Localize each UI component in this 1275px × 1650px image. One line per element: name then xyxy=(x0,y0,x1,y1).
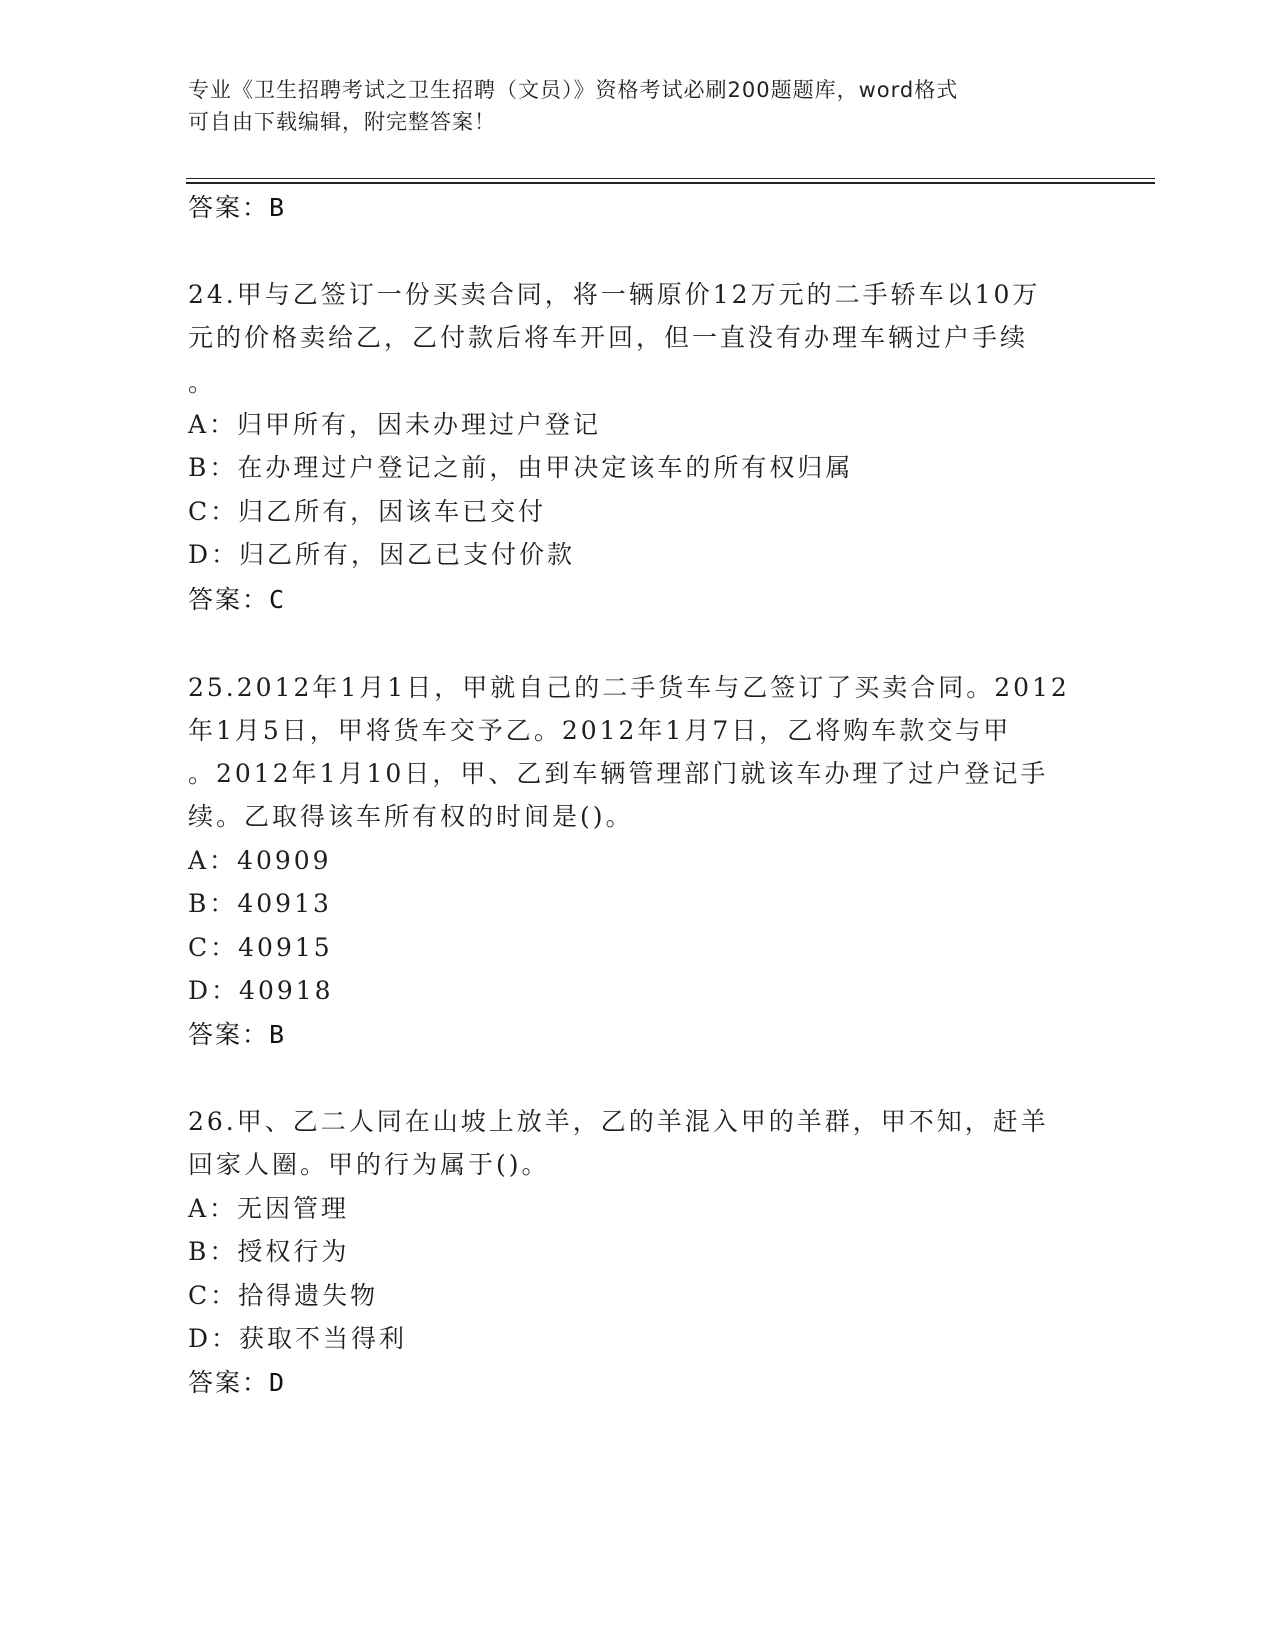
header-divider-thin xyxy=(186,178,1155,179)
document-header xyxy=(188,74,1068,138)
question-25-stem-line-4: 续。乙取得该车所有权的时间是()。 xyxy=(188,802,634,831)
answer-q24: 答案：C xyxy=(188,585,287,614)
header-line-1: 专业《卫生招聘考试之卫生招聘（文员）》资格考试必刷200题题库，word格式 xyxy=(188,78,959,102)
question-25-option-c: C：40915 xyxy=(188,933,333,962)
answer-q26: 答案：D xyxy=(188,1368,287,1397)
question-26-option-d: D：获取不当得利 xyxy=(188,1324,408,1353)
answer-q23: 答案：B xyxy=(188,193,287,222)
question-24-option-d: D：归乙所有，因乙已支付价款 xyxy=(188,540,576,569)
header-line-2: 可自由下载编辑，附完整答案！ xyxy=(188,110,496,134)
question-25-option-a: A：40909 xyxy=(188,846,332,875)
question-26-option-a: A：无因管理 xyxy=(188,1194,350,1223)
question-24-stem-line-3: 。 xyxy=(188,368,217,397)
answer-q25: 答案：B xyxy=(188,1020,287,1049)
question-24-stem-line-1: 24.甲与乙签订一份买卖合同，将一辆原价12万元的二手轿车以10万 xyxy=(188,280,1041,309)
question-26-stem-line-2: 回家人圈。甲的行为属于()。 xyxy=(188,1150,550,1179)
question-24-option-c: C：归乙所有，因该车已交付 xyxy=(188,497,547,526)
question-25-stem-line-2: 年1月5日，甲将货车交予乙。2012年1月7日，乙将购车款交与甲 xyxy=(188,716,1012,745)
question-26-option-b: B：授权行为 xyxy=(188,1237,350,1266)
question-24-option-a: A：归甲所有，因未办理过户登记 xyxy=(188,410,602,439)
question-24-stem-line-2: 元的价格卖给乙，乙付款后将车开回，但一直没有办理车辆过户手续 xyxy=(188,323,1029,352)
question-25-stem-line-3: 。2012年1月10日，甲、乙到车辆管理部门就该车办理了过户登记手 xyxy=(188,759,1049,788)
question-24-option-b: B：在办理过户登记之前，由甲决定该车的所有权归属 xyxy=(188,453,854,482)
header-divider-thick xyxy=(186,182,1155,184)
question-25-stem-line-1: 25.2012年1月1日，甲就自己的二手货车与乙签订了买卖合同。2012 xyxy=(188,673,1070,702)
question-26-option-c: C：拾得遗失物 xyxy=(188,1281,379,1310)
question-26-stem-line-1: 26.甲、乙二人同在山坡上放羊，乙的羊混入甲的羊群，甲不知，赶羊 xyxy=(188,1107,1049,1136)
question-25-option-b: B：40913 xyxy=(188,889,332,918)
question-25-option-d: D：40918 xyxy=(188,976,334,1005)
